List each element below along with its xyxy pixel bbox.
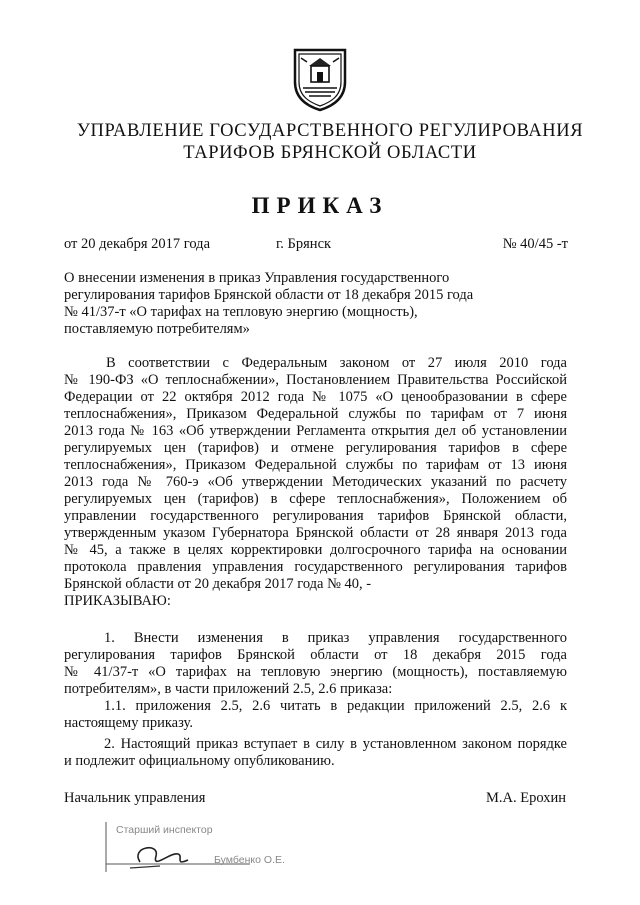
preamble-line: утвержденным указом Губернатора Брянской области от 28 января 2013 года xyxy=(64,525,567,541)
preamble-line: 2013 года № 760-э «Об утверждении Методических указаний по расчету xyxy=(64,474,567,490)
document-title: ПРИКАЗ xyxy=(251,193,389,218)
item-line: 1.1. приложения 2.5, 2.6 читать в редакции приложений 2.5, 2.6 к xyxy=(104,698,567,714)
signature-name: М.А. Ерохин xyxy=(485,790,566,806)
item-line: № 41/37-т «О тарифах на тепловую энергию (мощность), поставляемую xyxy=(64,664,567,680)
preamble-line: регулируемых цен (тарифов) в сфере теплоснабжения», Положением об xyxy=(64,491,567,507)
organization-name-line-1: УПРАВЛЕНИЕ ГОСУДАРСТВЕННОГО РЕГУЛИРОВАНИЯ xyxy=(76,121,584,141)
subject-line: регулирования тарифов Брянской области от 18 декабря 2015 года xyxy=(64,287,474,303)
stamp-inspector-title: Старший инспектор xyxy=(116,824,213,836)
preamble-line: № 190-ФЗ «О теплоснабжении», Постановлением Правительства Российской xyxy=(64,372,567,388)
item-line: 2. Настоящий приказ вступает в силу в установленном законом порядке xyxy=(104,736,567,752)
order-items xyxy=(64,630,567,770)
preamble-line: Федерации от 22 октября 2012 года № 1075 «О ценообразовании в сфере xyxy=(64,389,567,405)
preamble-line: регулируемых цен (тарифов) и отмене регулирования тарифов в сфере xyxy=(64,440,567,456)
order-word: ПРИКАЗЫВАЮ: xyxy=(64,593,171,609)
certification-stamp xyxy=(100,812,290,884)
subject-line: О внесении изменения в приказ Управления государственного xyxy=(64,270,450,286)
preamble-line: управлении государственного регулирования тарифов Брянской области, xyxy=(64,508,567,524)
preamble-line: В соответствии с Федеральным законом от 27 июля 2010 года xyxy=(106,355,567,371)
signature-position: Начальник управления xyxy=(64,790,206,806)
preamble-line: теплоснабжения», Приказом Федеральной службы по тарифам от 7 июня xyxy=(64,406,567,422)
order-city: г. Брянск xyxy=(276,236,332,252)
item-line: настоящему приказу. xyxy=(64,715,193,731)
preamble-line: протокола правления управления государственного регулирования тарифов xyxy=(64,559,567,575)
item-line: 1. Внести изменения в приказ управления государственного xyxy=(104,630,567,646)
handwritten-signature-icon xyxy=(100,812,290,884)
item-line: регулирования тарифов Брянской области от 18 декабря 2015 года xyxy=(64,647,567,663)
item-line: потребителям», в части приложений 2.5, 2.6 приказа: xyxy=(64,681,393,697)
stamp-inspector-name: Бумбенко О.Е. xyxy=(214,854,285,866)
preamble-line: № 45, а также в целях корректировки долгосрочного тарифа на основании xyxy=(64,542,567,558)
subject-line: поставляемую потребителям» xyxy=(64,321,250,337)
preamble-line: Брянской области от 20 декабря 2017 года № 40, - xyxy=(64,576,372,592)
preamble-line: теплоснабжения», Приказом Федеральной службы по тарифам от 13 июня xyxy=(64,457,567,473)
subject-line: № 41/37-т «О тарифах на тепловую энергию (мощность), xyxy=(64,304,418,320)
item-line: и подлежит официальному опубликованию. xyxy=(64,753,335,769)
order-date: от 20 декабря 2017 года xyxy=(64,236,210,252)
subject-block xyxy=(64,270,473,338)
organization-name-line-2: ТАРИФОВ БРЯНСКОЙ ОБЛАСТИ xyxy=(183,143,477,163)
order-number: № 40/45 -т xyxy=(502,236,568,252)
preamble-line: 2013 года № 163 «Об утверждении Регламента открытия дел об установлении xyxy=(64,423,567,439)
preamble-paragraph xyxy=(64,355,567,610)
coat-of-arms-emblem xyxy=(291,46,349,112)
